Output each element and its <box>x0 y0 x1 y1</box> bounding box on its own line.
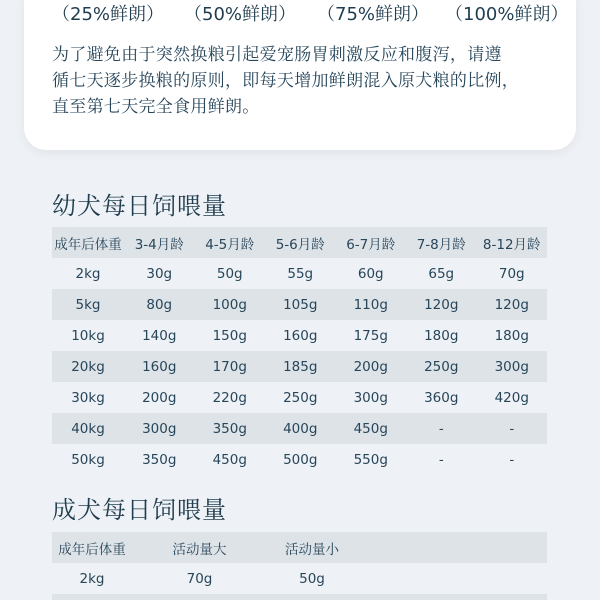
table-cell: - <box>477 444 548 475</box>
table-cell: 50g <box>267 563 357 594</box>
table-header-row <box>52 532 547 563</box>
table-row <box>52 563 547 594</box>
ratio-label: （75%鲜朗） <box>317 4 430 25</box>
table-cell: 30g <box>124 258 195 289</box>
table-row <box>52 289 547 320</box>
column-header: 成年后体重 <box>52 532 132 563</box>
table-cell: 20kg <box>52 351 124 382</box>
adult-section-title: 成犬每日饲喂量 <box>52 496 227 524</box>
column-header: 5-6月龄 <box>265 227 336 258</box>
table-cell: 120g <box>406 289 477 320</box>
column-header: 8-12月龄 <box>477 227 548 258</box>
table-cell: 100g <box>195 289 266 320</box>
table-cell: 10kg <box>52 320 124 351</box>
table-cell <box>267 594 357 600</box>
table-cell: - <box>477 413 548 444</box>
table-cell: - <box>406 413 477 444</box>
table-cell: 500g <box>265 444 336 475</box>
table-cell: 300g <box>124 413 195 444</box>
column-header: 7-8月龄 <box>406 227 477 258</box>
table-cell: 60g <box>336 258 407 289</box>
ratio-label: （100%鲜朗） <box>445 4 569 25</box>
table-cell: 5kg <box>52 289 124 320</box>
puppy-feeding-table <box>52 227 547 475</box>
table-cell: 220g <box>195 382 266 413</box>
table-cell: 50g <box>195 258 266 289</box>
transition-instructions <box>52 42 552 120</box>
ratio-label: （50%鲜朗） <box>184 4 297 25</box>
table-row <box>52 413 547 444</box>
table-cell: 50kg <box>52 444 124 475</box>
table-cell: 450g <box>195 444 266 475</box>
table-cell: 110g <box>336 289 407 320</box>
table-cell <box>52 594 132 600</box>
table-cell: 55g <box>265 258 336 289</box>
table-cell: 300g <box>336 382 407 413</box>
table-cell-empty <box>357 563 547 594</box>
table-cell: 200g <box>336 351 407 382</box>
table-cell: 30kg <box>52 382 124 413</box>
table-cell: 170g <box>195 351 266 382</box>
table-cell: 350g <box>195 413 266 444</box>
table-cell: 70g <box>132 563 267 594</box>
table-cell: 300g <box>477 351 548 382</box>
table-cell: 420g <box>477 382 548 413</box>
adult-feeding-table <box>52 532 547 600</box>
table-cell: 40kg <box>52 413 124 444</box>
table-cell: 120g <box>477 289 548 320</box>
table-cell: 160g <box>124 351 195 382</box>
table-cell: 450g <box>336 413 407 444</box>
table-header-row <box>52 227 547 258</box>
table-cell: 150g <box>195 320 266 351</box>
ratio-label: （25%鲜朗） <box>52 4 165 25</box>
column-header: 活动量小 <box>267 532 357 563</box>
table-cell: 550g <box>336 444 407 475</box>
table-cell: - <box>406 444 477 475</box>
ratio-row <box>52 0 572 26</box>
table-cell: 350g <box>124 444 195 475</box>
table-cell: 65g <box>406 258 477 289</box>
column-header: 6-7月龄 <box>336 227 407 258</box>
table-cell: 185g <box>265 351 336 382</box>
table-cell: 400g <box>265 413 336 444</box>
table-row <box>52 351 547 382</box>
column-header: 成年后体重 <box>52 227 124 258</box>
table-row <box>52 382 547 413</box>
puppy-section-title: 幼犬每日饲喂量 <box>52 192 227 220</box>
instruction-line: 直至第七天完全食用鲜朗。 <box>52 97 260 117</box>
table-cell: 80g <box>124 289 195 320</box>
column-header: 3-4月龄 <box>124 227 195 258</box>
table-cell: 105g <box>265 289 336 320</box>
table-cell: 180g <box>477 320 548 351</box>
table-cell: 250g <box>406 351 477 382</box>
table-cell <box>132 594 267 600</box>
instruction-line: 循七天逐步换粮的原则，即每天增加鲜朗混入原犬粮的比例， <box>52 71 520 91</box>
table-cell: 360g <box>406 382 477 413</box>
table-row <box>52 258 547 289</box>
table-cell: 180g <box>406 320 477 351</box>
table-cell: 140g <box>124 320 195 351</box>
table-cell: 160g <box>265 320 336 351</box>
table-cell: 250g <box>265 382 336 413</box>
column-header: 4-5月龄 <box>195 227 266 258</box>
table-cell: 2kg <box>52 258 124 289</box>
table-cell: 2kg <box>52 563 132 594</box>
table-cell: 70g <box>477 258 548 289</box>
column-header-empty <box>357 532 547 563</box>
table-cell: 200g <box>124 382 195 413</box>
table-cell-empty <box>357 594 547 600</box>
instruction-line: 为了避免由于突然换粮引起爱宠肠胃刺激反应和腹泻，请遵 <box>52 45 502 65</box>
table-row <box>52 320 547 351</box>
table-row <box>52 594 547 600</box>
table-cell: 175g <box>336 320 407 351</box>
column-header: 活动量大 <box>132 532 267 563</box>
table-row <box>52 444 547 475</box>
